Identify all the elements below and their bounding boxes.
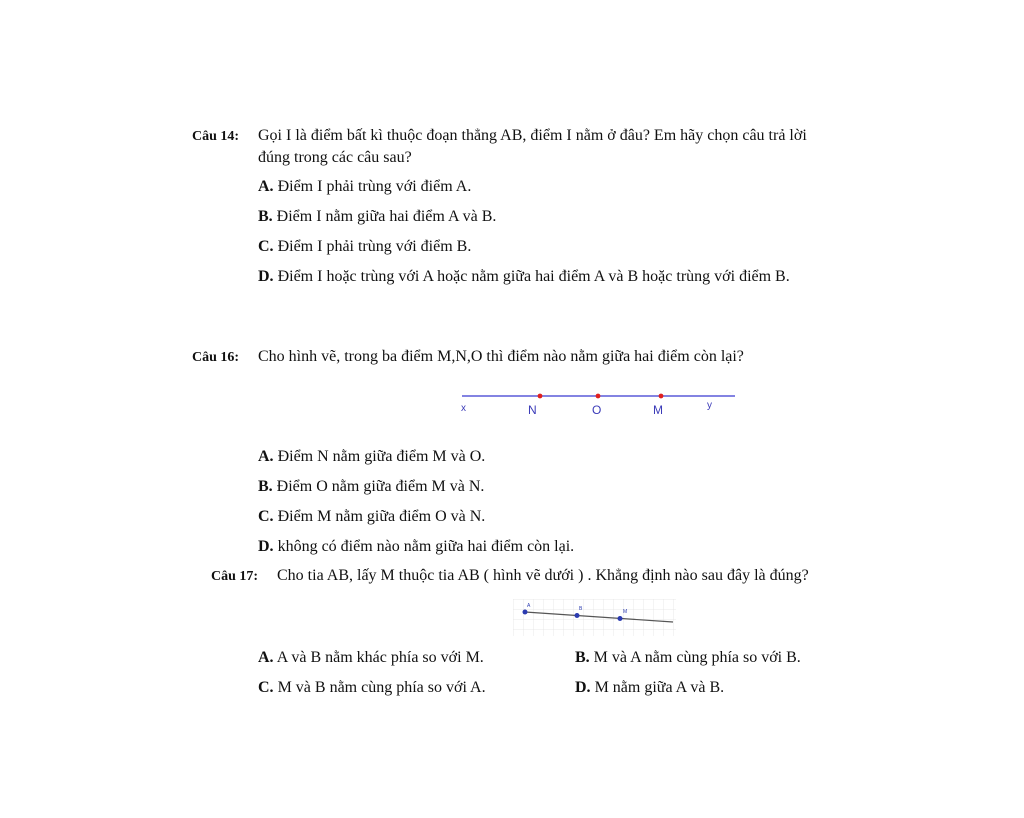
q17-option-a[interactable] [258, 649, 484, 667]
q16-label-y: y [707, 400, 712, 411]
option-text: Điểm I nằm giữa hai điểm A và B. [276, 208, 497, 225]
q17-label-m: M [623, 609, 628, 615]
q14-option-a[interactable] [258, 178, 471, 196]
q17-question: Cho tia AB, lấy M thuộc tia AB ( hình vẽ dưới ) . Khẳng định nào sau đây là đúng? [277, 567, 809, 584]
q16-label: Câu 16: [192, 350, 240, 365]
q16-point-o [596, 394, 601, 399]
option-text: Điểm O nằm giữa điểm M và N. [276, 478, 485, 495]
q16-label-m: M [653, 403, 663, 417]
q17-option-c[interactable] [258, 679, 486, 697]
q14-text-line1: Gọi I là điểm bất kì thuộc đoạn thẳng AB, điểm I nằm ở đâu? Em hãy chọn câu trả lời [258, 127, 807, 144]
option-letter: D. [258, 268, 274, 285]
option-text: Điểm M nằm giữa điểm O và N. [277, 508, 486, 525]
q16-label-n: N [528, 403, 537, 417]
option-letter: C. [258, 679, 274, 696]
option-letter: D. [258, 538, 274, 555]
option-letter: A. [258, 448, 274, 465]
q17-option-d[interactable] [575, 679, 724, 697]
option-letter: B. [258, 208, 273, 225]
q16-figure [455, 388, 745, 422]
q16-point-n [538, 394, 543, 399]
option-text: Điểm I phải trùng với điểm A. [277, 178, 472, 195]
option-text: M và A nằm cùng phía so với B. [593, 649, 801, 666]
option-letter: C. [258, 508, 274, 525]
q14-text-line2: đúng trong các câu sau? [258, 149, 412, 166]
q17-option-b[interactable] [575, 649, 801, 667]
option-letter: A. [258, 649, 274, 666]
q17-figure-grid [513, 599, 676, 636]
option-text: M và B nằm cùng phía so với A. [277, 679, 486, 696]
q16-question: Cho hình vẽ, trong ba điểm M,N,O thì điểm nào nằm giữa hai điểm còn lại? [258, 348, 744, 365]
q17-point-b [575, 613, 580, 618]
option-text: Điểm I hoặc trùng với A hoặc nằm giữa hai điểm A và B hoặc trùng với điểm B. [277, 268, 790, 285]
q17-label-a: A [527, 603, 531, 609]
option-letter: C. [258, 238, 274, 255]
q16-label-o: O [592, 403, 602, 417]
q14-option-c[interactable] [258, 238, 471, 256]
option-letter: B. [575, 649, 590, 666]
q16-option-a[interactable] [258, 448, 485, 466]
option-letter: D. [575, 679, 591, 696]
q16-option-d[interactable] [258, 538, 574, 556]
q17-point-m [618, 616, 623, 621]
q17-figure [513, 599, 676, 636]
q16-option-c[interactable] [258, 508, 485, 526]
option-text: Điểm N nằm giữa điểm M và O. [277, 448, 486, 465]
q17-point-a [523, 610, 528, 615]
q14-label: Câu 14: [192, 129, 240, 144]
q14-option-b[interactable] [258, 208, 496, 226]
option-letter: A. [258, 178, 274, 195]
option-text: không có điểm nào nằm giữa hai điểm còn lại. [277, 538, 575, 555]
q16-point-m [659, 394, 664, 399]
option-text: Điểm I phải trùng với điểm B. [277, 238, 472, 255]
option-letter: B. [258, 478, 273, 495]
q16-label-x: x [461, 403, 466, 414]
q14-option-d[interactable] [258, 268, 790, 286]
q16-option-b[interactable] [258, 478, 484, 496]
option-text: M nằm giữa A và B. [594, 679, 725, 696]
option-text: A và B nằm khác phía so với M. [276, 649, 484, 666]
q17-label-b: B [579, 606, 583, 612]
q17-label: Câu 17: [211, 569, 259, 584]
